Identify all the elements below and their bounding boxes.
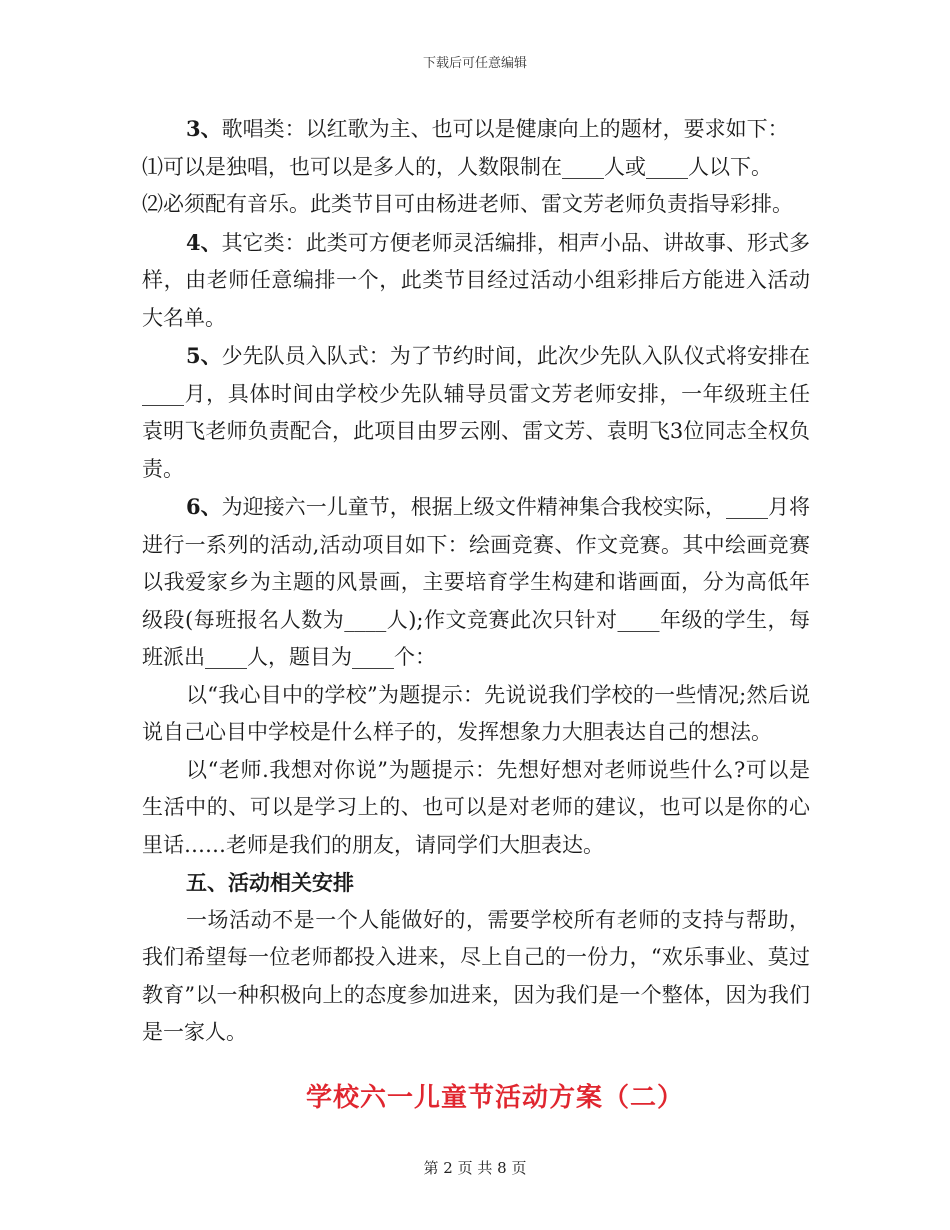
paragraph-topic-teacher: 以“老师.我想对你说”为题提示：先想好想对老师说些什么?可以是生活中的、可以是学习上的、也可以是对老师的建议，也可以是你的心里话……老师是我们的朋友，请同学们大胆表达。 — [142, 757, 810, 857]
section-title-red: 学校六一儿童节活动方案（二） — [305, 1083, 684, 1113]
paragraph-arrangement: 一场活动不是一个人能做好的，需要学校所有老师的支持与帮助，我们希望每一位老师都投入进来，尽上自己的一份力，“欢乐事业、莫过教育”以一种积极向上的态度参加进来，因为我们是一个整体，因为我们是一家人。 — [142, 907, 810, 1044]
item-number-6: 6、 — [186, 494, 222, 519]
item-number-3: 3、 — [186, 116, 222, 141]
header-note: 下载后可任意编辑 — [422, 56, 527, 71]
document-body — [142, 110, 810, 1052]
paragraph-singing-text: 歌唱类：以红歌为主、也可以是健康向上的题材，要求如下： — [221, 117, 789, 141]
section-heading: 五、活动相关安排 — [186, 870, 354, 895]
singing-requirement-2: ⑵必须配有音乐。此类节目可由杨进老师、雷文芳老师负责指导彩排。 — [142, 192, 793, 216]
paragraph-pioneers-text: 少先队员入队式：为了节约时间，此次少先队入队仪式将安排在____月，具体时间由学校少先队辅导员雷文芳老师安排，一年级班主任袁明飞老师负责配合，此项目由罗云刚、雷文芳、袁明飞3位同志全权负责。 — [142, 344, 810, 481]
singing-requirement-1: ⑴可以是独唱，也可以是多人的，人数限制在____人或____人以下。 — [142, 154, 772, 179]
paragraph-topic-school: 以“我心目中的学校”为题提示：先说说我们学校的一些情况;然后说说自己心目中学校是什么样子的，发挥想象力大胆表达自己的想法。 — [142, 682, 810, 744]
paragraph-childrens-day-text: 为迎接六一儿童节，根据上级文件精神集合我校实际，____月将进行一系列的活动,活动项目如下：绘画竞赛、作文竞赛。其中绘画竞赛以我爱家乡为主题的风景画，主要培育学生构建和谐画面，分为高低年级段(每班报名人数为____人);作文竞赛此次只针对____年级的学生，每班派出____人，题目为____个： — [142, 495, 810, 669]
paragraph-pioneers — [142, 337, 810, 488]
page-number: 第 2 页 共 8 页 — [423, 1159, 527, 1177]
paragraph-singing — [142, 110, 810, 149]
item-number-5: 5、 — [186, 343, 222, 368]
paragraph-childrens-day — [142, 488, 810, 677]
paragraph-other-text: 其它类：此类可方便老师灵活编排，相声小品、讲故事、形式多样，由老师任意编排一个，此类节目经过活动小组彩排后方能进入活动大名单。 — [142, 230, 810, 330]
item-number-4: 4、 — [186, 229, 222, 255]
paragraph-other — [142, 224, 810, 338]
